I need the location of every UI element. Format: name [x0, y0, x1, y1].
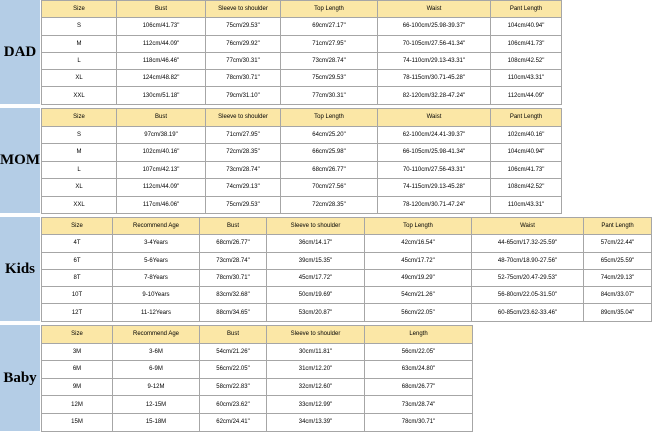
table-cell: 62-100cm/24.41-39.37" [378, 126, 491, 144]
header-row [42, 1, 562, 18]
table-cell: 112cm/44.09" [117, 179, 206, 197]
column-header: Pant Length [584, 218, 652, 235]
table-cell: 12-15M [113, 396, 200, 414]
column-header: Size [42, 218, 113, 235]
table-cell: 44-65cm/17.32-25.59" [472, 235, 584, 252]
table-cell: 6T [42, 252, 113, 269]
table-cell: 74-115cm/29.13-45.28" [378, 179, 491, 197]
table-row [42, 287, 652, 304]
table-cell: 108cm/42.52" [491, 179, 562, 197]
table-cell: 31cm/12.20" [267, 361, 365, 379]
table-cell: XL [42, 179, 117, 197]
table-cell: 68cm/26.77" [365, 378, 473, 396]
table-cell: 74cm/29.13" [206, 179, 281, 197]
column-header: Bust [200, 218, 267, 235]
size-table-mom [41, 108, 562, 214]
table-cell: 82-120cm/32.28-47.24" [378, 87, 491, 104]
table-row [42, 144, 562, 162]
table-cell: 118cm/46.46" [117, 52, 206, 69]
table-cell: 69cm/27.17" [281, 18, 378, 35]
table-cell: 107cm/42.13" [117, 161, 206, 179]
table-cell: 74cm/29.13" [584, 269, 652, 286]
table-cell: 72cm/28.35" [206, 144, 281, 162]
header-row [42, 109, 562, 127]
table-cell: 78-115cm/30.71-45.28" [378, 70, 491, 87]
table-row [42, 361, 473, 379]
table-cell: 56-80cm/22.05-31.50" [472, 287, 584, 304]
column-header: Pant Length [491, 109, 562, 127]
table-cell: 73cm/28.74" [200, 252, 267, 269]
table-cell: 73cm/28.74" [206, 161, 281, 179]
table-cell: 110cm/43.31" [491, 196, 562, 214]
column-header: Sleeve to shoulder [206, 109, 281, 127]
table-cell: 72cm/28.35" [281, 196, 378, 214]
table-row [42, 179, 562, 197]
table-cell: 97cm/38.19" [117, 126, 206, 144]
table-row [42, 35, 562, 52]
table-cell: 48-70cm/18.90-27.56" [472, 252, 584, 269]
table-cell: 117cm/46.06" [117, 196, 206, 214]
table-row [42, 70, 562, 87]
table-cell: 9-10Years [113, 287, 200, 304]
size-table-baby [41, 325, 473, 432]
table-cell: 39cm/15.35" [267, 252, 365, 269]
table-cell: 4T [42, 235, 113, 252]
table-cell: XXL [42, 87, 117, 104]
table-cell: 11-12Years [113, 304, 200, 321]
column-header: Size [42, 1, 117, 18]
table-cell: 78-120cm/30.71-47.24" [378, 196, 491, 214]
table-cell: XXL [42, 196, 117, 214]
table-cell: 53cm/20.87" [267, 304, 365, 321]
table-cell: 75cm/29.53" [281, 70, 378, 87]
table-cell: 6-9M [113, 361, 200, 379]
table-row [42, 18, 562, 35]
table-cell: 89cm/35.04" [584, 304, 652, 321]
table-cell: 15M [42, 413, 113, 431]
table-cell: 34cm/13.39" [267, 413, 365, 431]
column-header: Sleeve to shoulder [206, 1, 281, 18]
table-cell: L [42, 161, 117, 179]
column-header: Recommend Age [113, 218, 200, 235]
table-cell: 124cm/48.82" [117, 70, 206, 87]
column-header: Sleeve to shoulder [267, 218, 365, 235]
table-cell: 64cm/25.20" [281, 126, 378, 144]
table-cell: 8T [42, 269, 113, 286]
size-table-dad [41, 0, 562, 105]
table-cell: 9-12M [113, 378, 200, 396]
table-cell: 78cm/30.71" [365, 413, 473, 431]
table-cell: 70-110cm/27.56-43.31" [378, 161, 491, 179]
table-cell: 32cm/12.60" [267, 378, 365, 396]
header-row [42, 326, 473, 344]
table-cell: 12M [42, 396, 113, 414]
column-header: Top Length [281, 1, 378, 18]
column-header: Length [365, 326, 473, 344]
table-cell: 68cm/26.77" [281, 161, 378, 179]
column-header: Bust [117, 109, 206, 127]
column-header: Waist [378, 1, 491, 18]
table-cell: 71cm/27.95" [281, 35, 378, 52]
table-cell: 58cm/22.83" [200, 378, 267, 396]
table-cell: 78cm/30.71" [200, 269, 267, 286]
table-cell: 110cm/43.31" [491, 70, 562, 87]
table-cell: 45cm/17.72" [267, 269, 365, 286]
table-cell: L [42, 52, 117, 69]
column-header: Sleeve to shoulder [267, 326, 365, 344]
table-cell: M [42, 144, 117, 162]
table-cell: 112cm/44.09" [491, 87, 562, 104]
table-cell: 75cm/29.53" [206, 196, 281, 214]
table-cell: 77cm/30.31" [206, 52, 281, 69]
table-cell: 77cm/30.31" [281, 87, 378, 104]
table-cell: 78cm/30.71" [206, 70, 281, 87]
table-row [42, 52, 562, 69]
table-cell: 106cm/41.73" [117, 18, 206, 35]
column-header: Pant Length [491, 1, 562, 18]
column-header: Recommend Age [113, 326, 200, 344]
column-header: Top Length [281, 109, 378, 127]
column-header: Bust [117, 1, 206, 18]
group-label-kids: Kids [0, 217, 40, 321]
table-cell: 60-85cm/23.62-33.46" [472, 304, 584, 321]
table-cell: 56cm/22.05" [200, 361, 267, 379]
size-table-kids [41, 217, 652, 322]
table-cell: 60cm/23.62" [200, 396, 267, 414]
table-cell: 102cm/40.16" [117, 144, 206, 162]
table-row [42, 343, 473, 361]
table-cell: 7-8Years [113, 269, 200, 286]
table-cell: 6M [42, 361, 113, 379]
table-cell: XL [42, 70, 117, 87]
table-cell: 73cm/28.74" [365, 396, 473, 414]
table-cell: 108cm/42.52" [491, 52, 562, 69]
table-cell: 73cm/28.74" [281, 52, 378, 69]
table-cell: S [42, 18, 117, 35]
table-row [42, 378, 473, 396]
table-cell: 79cm/31.10" [206, 87, 281, 104]
table-row [42, 235, 652, 252]
table-cell: 5-6Years [113, 252, 200, 269]
column-header: Waist [472, 218, 584, 235]
table-cell: 83cm/32.68" [200, 287, 267, 304]
table-row [42, 252, 652, 269]
table-cell: 66cm/25.98" [281, 144, 378, 162]
table-cell: 63cm/24.80" [365, 361, 473, 379]
table-cell: 15-18M [113, 413, 200, 431]
table-cell: 112cm/44.09" [117, 35, 206, 52]
table-cell: 54cm/21.26" [200, 343, 267, 361]
table-cell: 75cm/29.53" [206, 18, 281, 35]
column-header: Bust [200, 326, 267, 344]
table-cell: 50cm/19.69" [267, 287, 365, 304]
table-row [42, 269, 652, 286]
table-row [42, 161, 562, 179]
table-cell: 65cm/25.59" [584, 252, 652, 269]
table-cell: S [42, 126, 117, 144]
table-cell: 12T [42, 304, 113, 321]
table-cell: 56cm/22.05" [365, 343, 473, 361]
table-cell: 106cm/41.73" [491, 161, 562, 179]
table-row [42, 413, 473, 431]
table-cell: 68cm/26.77" [200, 235, 267, 252]
table-cell: 106cm/41.73" [491, 35, 562, 52]
table-cell: 104cm/40.94" [491, 18, 562, 35]
table-cell: 88cm/34.65" [200, 304, 267, 321]
table-cell: 52-75cm/20.47-29.53" [472, 269, 584, 286]
table-cell: 3-6M [113, 343, 200, 361]
table-cell: 36cm/14.17" [267, 235, 365, 252]
table-cell: 76cm/29.92" [206, 35, 281, 52]
table-cell: 66-100cm/25.98-39.37" [378, 18, 491, 35]
table-cell: 45cm/17.72" [365, 252, 472, 269]
table-cell: 57cm/22.44" [584, 235, 652, 252]
column-header: Size [42, 109, 117, 127]
table-cell: 70-105cm/27.56-41.34" [378, 35, 491, 52]
table-cell: 10T [42, 287, 113, 304]
table-cell: 74-110cm/29.13-43.31" [378, 52, 491, 69]
table-cell: 70cm/27.56" [281, 179, 378, 197]
table-cell: 84cm/33.07" [584, 287, 652, 304]
table-cell: 3-4Years [113, 235, 200, 252]
column-header: Size [42, 326, 113, 344]
table-row [42, 196, 562, 214]
table-row [42, 126, 562, 144]
group-label-baby: Baby [0, 325, 40, 431]
table-cell: 33cm/12.99" [267, 396, 365, 414]
table-cell: 30cm/11.81" [267, 343, 365, 361]
group-label-mom: MOM [0, 108, 40, 213]
table-cell: 42cm/16.54" [365, 235, 472, 252]
column-header: Top Length [365, 218, 472, 235]
table-row [42, 396, 473, 414]
table-row [42, 87, 562, 104]
table-row [42, 304, 652, 321]
table-cell: 56cm/22.05" [365, 304, 472, 321]
table-cell: 102cm/40.16" [491, 126, 562, 144]
table-cell: 71cm/27.95" [206, 126, 281, 144]
header-row [42, 218, 652, 235]
table-cell: 104cm/40.94" [491, 144, 562, 162]
table-cell: 66-105cm/25.98-41.34" [378, 144, 491, 162]
table-cell: 49cm/19.29" [365, 269, 472, 286]
table-cell: M [42, 35, 117, 52]
table-cell: 62cm/24.41" [200, 413, 267, 431]
group-label-dad: DAD [0, 0, 40, 104]
column-header: Waist [378, 109, 491, 127]
table-cell: 54cm/21.26" [365, 287, 472, 304]
table-cell: 3M [42, 343, 113, 361]
table-cell: 130cm/51.18" [117, 87, 206, 104]
table-cell: 9M [42, 378, 113, 396]
